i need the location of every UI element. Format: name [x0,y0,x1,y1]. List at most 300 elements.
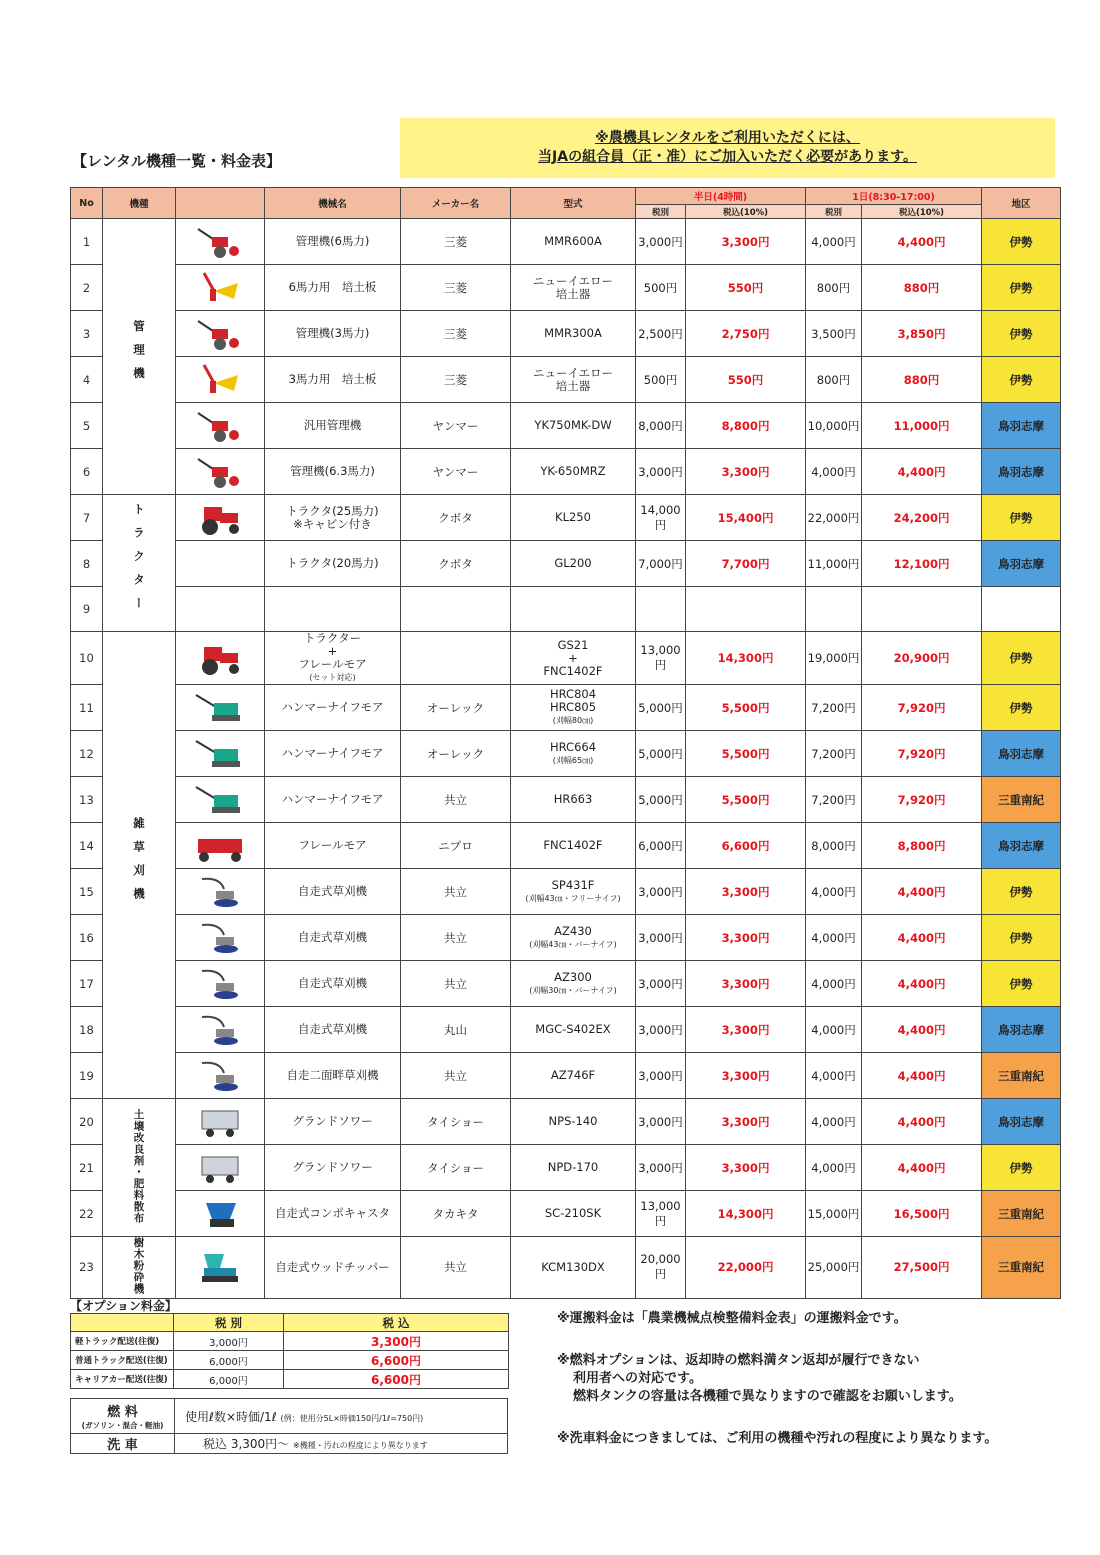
region-badge: 伊勢 [982,961,1061,1007]
maker-name: 三菱 [401,311,511,357]
model-number [511,632,636,685]
maker-name: オーレック [401,685,511,731]
machine-name-line: 3馬力用 培土板 [288,372,377,386]
maker-name [401,632,511,685]
full-day-price-ex: 11,000円 [806,541,862,587]
full-day-price-inc: 4,400円 [862,1053,982,1099]
region-badge: 伊勢 [982,357,1061,403]
machine-image [176,685,265,731]
table-row [71,915,1061,961]
header-day-ex: 税別 [806,205,862,219]
maker-name: 共立 [401,777,511,823]
option-price-ex: 6,000円 [174,1351,284,1370]
table-row [71,869,1061,915]
model-number [511,311,636,357]
table-row [71,357,1061,403]
table-row [71,1237,1061,1299]
machine-name [265,357,401,403]
option-label: 軽トラック配送(往復) [71,1332,174,1351]
option-row [71,1351,509,1370]
note-fuel-3: 燃料タンクの容量は各機種で異なりますので確認をお願いします。 [573,1389,962,1404]
half-day-price-ex: 8,000円 [636,403,686,449]
full-day-price-inc: 4,400円 [862,219,982,265]
model-number [511,731,636,777]
full-day-price-inc: 20,900円 [862,632,982,685]
half-day-price-inc: 5,500円 [686,685,806,731]
machine-image [176,1053,265,1099]
machine-name-line: 管理機(6.3馬力) [290,464,375,478]
machine-image [176,1099,265,1145]
model-line: (刈幅30㎝・バーナイフ) [529,985,617,995]
half-day-price-ex: 3,000円 [636,449,686,495]
options-header-ex: 税 別 [174,1314,284,1332]
walker-icon [190,1011,250,1049]
full-day-price-ex: 4,000円 [806,869,862,915]
half-day-price-inc: 550円 [686,357,806,403]
header-machine: 機械名 [265,188,401,219]
header-half-ex: 税別 [636,205,686,219]
machine-name [265,869,401,915]
notice-line-1: ※農機具レンタルをご利用いただくには、 [595,130,860,146]
machine-name [265,823,401,869]
board-icon [190,269,250,307]
fuel-label-cell [71,1399,175,1433]
full-day-price-inc: 4,400円 [862,961,982,1007]
table-row [71,685,1061,731]
model-line: NPD-170 [547,1160,599,1174]
maker-name: ヤンマー [401,403,511,449]
half-day-price-ex [636,587,686,632]
header-category: 機種 [103,188,176,219]
row-number: 7 [71,495,103,541]
model-number [511,1053,636,1099]
half-day-price-ex: 3,000円 [636,1053,686,1099]
maker-name: タイショー [401,1145,511,1191]
machine-image [176,403,265,449]
half-day-price-ex: 3,000円 [636,961,686,1007]
model-number [511,961,636,1007]
full-day-price-ex: 3,500円 [806,311,862,357]
wash-value: 税込 3,300円～ [203,1437,290,1451]
region-badge: 鳥羽志摩 [982,731,1061,777]
full-day-price-ex: 4,000円 [806,961,862,1007]
full-day-price-inc: 11,000円 [862,403,982,449]
machine-image [176,823,265,869]
row-number: 12 [71,731,103,777]
machine-name-line: + [327,644,338,658]
half-day-price-inc: 3,300円 [686,961,806,1007]
model-line: AZ300 [554,969,592,984]
half-day-price-inc: 14,300円 [686,1191,806,1237]
option-price-ex: 3,000円 [174,1332,284,1351]
options-header-blank [71,1314,174,1332]
category-cell [103,1237,176,1299]
region-badge: 鳥羽志摩 [982,823,1061,869]
region-badge: 三重南紀 [982,1191,1061,1237]
model-number [511,495,636,541]
rental-price-table [70,187,1061,1299]
option-price-inc: 6,600円 [284,1370,509,1389]
machine-name [265,1145,401,1191]
table-row [71,1053,1061,1099]
full-day-price-inc: 7,920円 [862,777,982,823]
machine-image [176,541,265,587]
table-row [71,731,1061,777]
category-label: 管理機 [132,319,146,391]
half-day-price-inc: 14,300円 [686,632,806,685]
model-line: NPS-140 [548,1114,598,1128]
half-day-price-inc: 8,800円 [686,403,806,449]
half-day-price-inc: 3,300円 [686,869,806,915]
machine-image [176,495,265,541]
category-cell [103,1099,176,1237]
region-badge: 鳥羽志摩 [982,541,1061,587]
row-number: 20 [71,1099,103,1145]
half-day-price-ex: 5,000円 [636,731,686,777]
tiller-icon [190,453,250,491]
machine-name [265,403,401,449]
model-line: KCM130DX [541,1259,605,1274]
model-line: AZ430 [554,923,592,938]
full-day-price-ex: 7,200円 [806,731,862,777]
machine-name-line: 6馬力用 培土板 [288,280,377,294]
machine-image [176,915,265,961]
machine-name [265,495,401,541]
tiller-icon [190,223,250,261]
machine-name-line: 管理機(3馬力) [295,326,370,340]
row-number: 2 [71,265,103,311]
row-number: 17 [71,961,103,1007]
category-label: トラクター [132,502,146,621]
header-day-inc: 税込(10%) [862,205,982,219]
maker-name [401,587,511,632]
model-line: MGC-S402EX [535,1022,611,1036]
mower-icon [190,735,250,773]
machine-name-note: (セット対応) [309,673,356,682]
machine-name [265,915,401,961]
machine-name-line: グランドソワー [292,1114,373,1128]
note-spacer [557,1328,1077,1352]
half-day-price-inc: 3,300円 [686,449,806,495]
tiller-icon [190,407,250,445]
machine-name-line: トラクター [303,631,362,645]
machine-name-line: フレールモア [298,838,367,852]
model-line: (刈幅43㎝・フリーナイフ) [525,893,621,903]
wash-label: 洗 車 [107,1438,138,1453]
membership-notice [400,118,1055,178]
row-number: 14 [71,823,103,869]
full-day-price-ex: 4,000円 [806,449,862,495]
model-line: MMR600A [544,234,602,248]
row-number: 15 [71,869,103,915]
full-day-price-ex: 15,000円 [806,1191,862,1237]
walker-icon [190,965,250,1003]
half-day-price-ex: 5,000円 [636,777,686,823]
model-number [511,219,636,265]
machine-name-line: 自走式草刈機 [298,930,367,944]
region-badge: 三重南紀 [982,1237,1061,1299]
machine-name [265,1053,401,1099]
half-day-price-inc: 6,600円 [686,823,806,869]
model-line: 培土器 [555,286,591,301]
full-day-price-ex: 4,000円 [806,1053,862,1099]
full-day-price-ex: 7,200円 [806,685,862,731]
machine-name [265,777,401,823]
full-day-price-ex: 800円 [806,265,862,311]
machine-image [176,357,265,403]
options-title: 【オプション料金】 [70,1299,177,1313]
half-day-price-ex: 3,000円 [636,869,686,915]
full-day-price-inc: 4,400円 [862,915,982,961]
machine-image [176,587,265,632]
machine-name [265,1191,401,1237]
walker-icon [190,873,250,911]
machine-name [265,1099,401,1145]
model-line: GL200 [554,556,592,570]
wash-value-cell [175,1435,428,1452]
board-icon [190,361,250,399]
machine-name-line: 自走式コンポキャスタ [275,1206,390,1220]
half-day-price-inc: 550円 [686,265,806,311]
spreader-icon [190,1149,250,1187]
header-model: 型式 [511,188,636,219]
full-day-price-inc: 16,500円 [862,1191,982,1237]
machine-name-line: 自走二面畔草刈機 [286,1068,379,1082]
maker-name: ニプロ [401,823,511,869]
footnotes [557,1310,1077,1448]
half-day-price-inc [686,587,806,632]
machine-name-line: ※キャビン付き [293,516,372,531]
tractor-icon [190,639,250,677]
region-badge: 鳥羽志摩 [982,1099,1061,1145]
row-number: 8 [71,541,103,587]
full-day-price-inc: 27,500円 [862,1237,982,1299]
model-number [511,685,636,731]
header-half-inc: 税込(10%) [686,205,806,219]
header-maker: メーカー名 [401,188,511,219]
table-row [71,961,1061,1007]
walker-icon [190,1057,250,1095]
row-number: 1 [71,219,103,265]
full-day-price-inc: 8,800円 [862,823,982,869]
fuel-row [71,1399,507,1434]
region-badge: 伊勢 [982,869,1061,915]
caster-icon [190,1195,250,1233]
full-day-price-ex [806,587,862,632]
option-row [71,1370,509,1389]
notice-line-2: 当JAの組合員（正・准）にご加入いただく必要があります。 [538,149,917,165]
machine-name-line: グランドソワー [292,1160,373,1174]
full-day-price-inc: 3,850円 [862,311,982,357]
model-line: FNC1402F [543,663,603,678]
model-line: ニューイエロー [532,365,614,380]
half-day-price-inc: 5,500円 [686,777,806,823]
model-line: KL250 [555,510,591,524]
machine-image [176,869,265,915]
full-day-price-ex: 4,000円 [806,915,862,961]
table-row [71,632,1061,685]
tiller-icon [190,315,250,353]
category-cell [103,632,176,1099]
machine-name [265,541,401,587]
machine-name-line: 汎用管理機 [303,418,362,432]
region-badge: 伊勢 [982,632,1061,685]
half-day-price-inc: 3,300円 [686,915,806,961]
full-day-price-ex: 10,000円 [806,403,862,449]
row-number: 18 [71,1007,103,1053]
full-day-price-ex: 7,200円 [806,777,862,823]
fuel-wash-box [70,1398,508,1454]
machine-image [176,219,265,265]
machine-name-line: ハンマーナイフモア [281,792,384,806]
full-day-price-ex: 4,000円 [806,1099,862,1145]
model-line: ニューイエロー [532,273,614,288]
model-line: YK-650MRZ [540,464,606,478]
table-row [71,1007,1061,1053]
model-number [511,1099,636,1145]
machine-image [176,731,265,777]
full-day-price-inc: 7,920円 [862,685,982,731]
half-day-price-inc: 3,300円 [686,1099,806,1145]
row-number: 10 [71,632,103,685]
model-line: FNC1402F [543,838,603,852]
machine-name [265,1007,401,1053]
region-badge: 三重南紀 [982,1053,1061,1099]
model-number [511,1007,636,1053]
header-half-day: 半日(4時間) [636,188,806,205]
model-line: HRC664 [549,739,597,754]
fuel-label: 燃 料 [107,1405,138,1420]
table-row [71,403,1061,449]
machine-name-line: トラクタ(20馬力) [286,556,379,570]
maker-name: 三菱 [401,357,511,403]
chipper-icon [190,1248,250,1286]
table-row [71,587,1061,632]
machine-name [265,311,401,357]
header-image [176,188,265,219]
row-number: 11 [71,685,103,731]
tractor-icon [190,499,250,537]
option-price-inc: 3,300円 [284,1332,509,1351]
note-wash: ※洗車料金につきましては、ご利用の機種や汚れの程度により異なります。 [557,1431,998,1446]
region-badge: 伊勢 [982,495,1061,541]
maker-name: 三菱 [401,219,511,265]
half-day-price-ex: 3,000円 [636,1099,686,1145]
row-number: 23 [71,1237,103,1299]
model-number [511,265,636,311]
fuel-value-cell [175,1408,423,1425]
category-cell [103,219,176,495]
full-day-price-inc: 4,400円 [862,449,982,495]
row-number: 22 [71,1191,103,1237]
machine-image [176,1007,265,1053]
category-label: 土壌改良剤・肥料散布 [132,1108,145,1224]
model-line: HRC805 [549,700,597,714]
half-day-price-inc: 22,000円 [686,1237,806,1299]
category-label: 樹木粉砕機 [132,1237,145,1295]
machine-name-line: 自走式ウッドチッパー [275,1259,390,1274]
maker-name: ヤンマー [401,449,511,495]
full-day-price-inc: 12,100円 [862,541,982,587]
machine-name-line: 自走式草刈機 [298,976,367,990]
half-day-price-ex: 13,000円 [636,1191,686,1237]
row-number: 16 [71,915,103,961]
model-number [511,869,636,915]
region-badge: 伊勢 [982,219,1061,265]
machine-image [176,632,265,685]
full-day-price-inc: 880円 [862,265,982,311]
machine-name-line: トラクタ(25馬力) [286,503,379,518]
option-price-ex: 6,000円 [174,1370,284,1389]
machine-name [265,731,401,777]
row-number: 5 [71,403,103,449]
machine-image [176,1191,265,1237]
region-badge: 鳥羽志摩 [982,449,1061,495]
model-number [511,587,636,632]
model-line: (刈幅80㎝) [552,716,594,725]
full-day-price-inc: 880円 [862,357,982,403]
fuel-example: (例：使用分5L×時価150円/1ℓ=750円) [280,1413,424,1423]
table-row [71,1191,1061,1237]
wash-note: ※機種・汚れの程度により異なります [293,1441,428,1450]
model-line: SP431F [551,877,595,892]
half-day-price-ex: 5,000円 [636,685,686,731]
model-line: YK750MK-DW [534,418,612,432]
category-cell [103,495,176,632]
table-row [71,823,1061,869]
header-no: No [71,188,103,219]
full-day-price-inc [862,587,982,632]
machine-name-line: ハンマーナイフモア [281,700,384,714]
machine-name-line: フレールモア [298,657,367,671]
region-badge: 三重南紀 [982,777,1061,823]
full-day-price-inc: 7,920円 [862,731,982,777]
model-line: MMR300A [544,326,602,340]
full-day-price-inc: 24,200円 [862,495,982,541]
half-day-price-inc: 3,300円 [686,1053,806,1099]
machine-name [265,449,401,495]
machine-image [176,1237,265,1299]
maker-name: クボタ [401,495,511,541]
note-fuel-1: ※燃料オプションは、返却時の燃料満タン返却が履行できない [557,1353,920,1368]
machine-name-line: 自走式草刈機 [298,884,367,898]
machine-name [265,685,401,731]
maker-name: オーレック [401,731,511,777]
machine-name-line: 管理機(6馬力) [295,234,370,248]
maker-name: 共立 [401,915,511,961]
half-day-price-ex: 7,000円 [636,541,686,587]
model-number [511,1145,636,1191]
region-badge: 伊勢 [982,311,1061,357]
machine-image [176,265,265,311]
machine-name [265,632,401,685]
model-number [511,915,636,961]
maker-name: クボタ [401,541,511,587]
flail-icon [190,827,250,865]
full-day-price-ex: 800円 [806,357,862,403]
model-line: + [568,650,578,665]
full-day-price-ex: 22,000円 [806,495,862,541]
row-number: 6 [71,449,103,495]
table-row [71,495,1061,541]
machine-image [176,1145,265,1191]
table-row [71,311,1061,357]
model-line: (刈幅65㎝) [552,755,594,765]
table-row [71,777,1061,823]
maker-name: タカキタ [401,1191,511,1237]
full-day-price-ex: 8,000円 [806,823,862,869]
region-badge: 鳥羽志摩 [982,1007,1061,1053]
